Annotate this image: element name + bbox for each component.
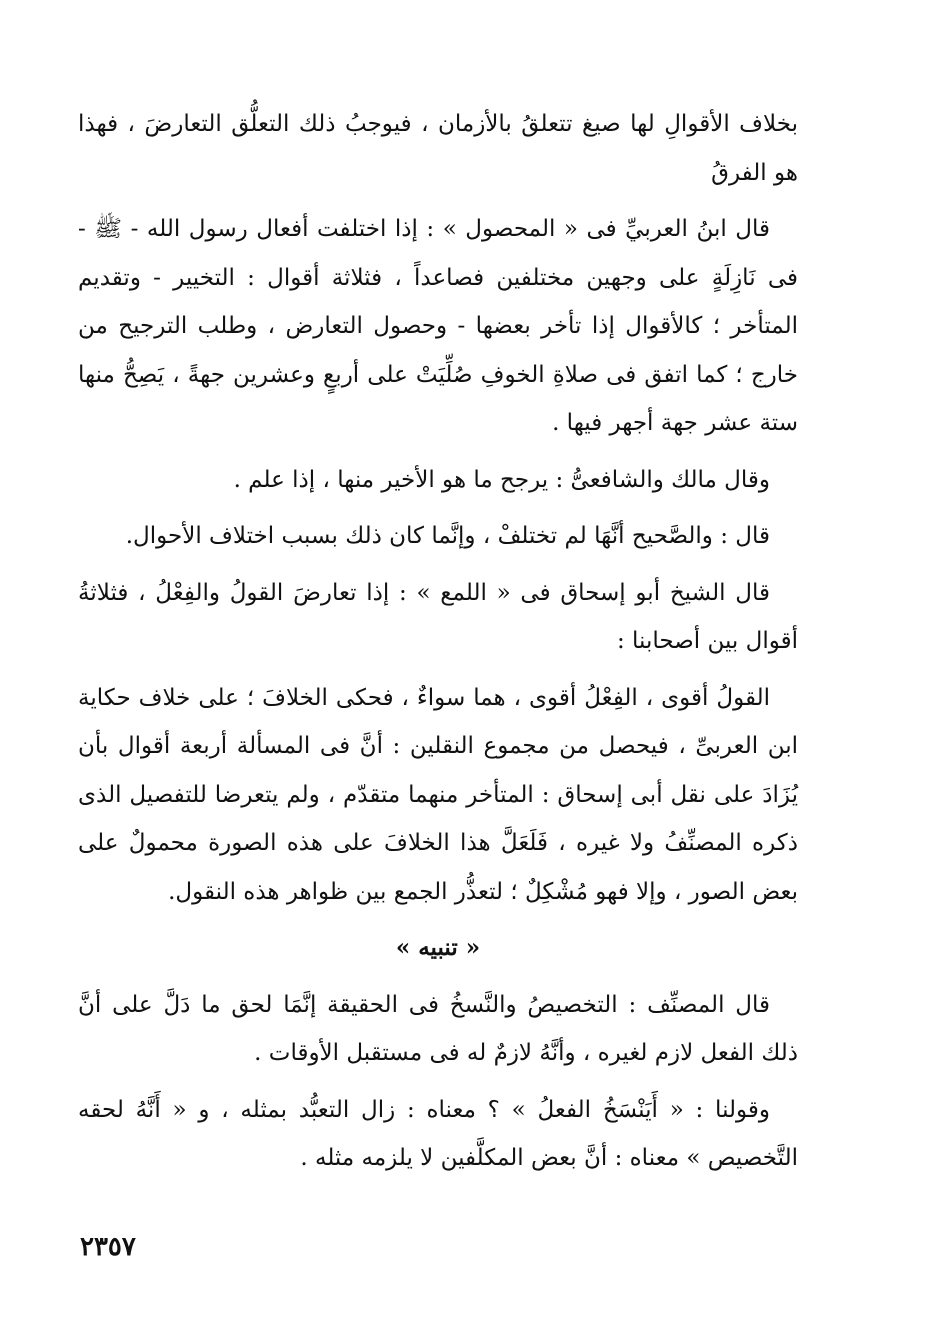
paragraph-ibn-al-arabi: قال ابنُ العربيِّ فى « المحصول » : إذا اختلفت أفعال رسول الله - ﷺ - فى نَازِلَةٍ على وجهين مختلفين فصاعداً ، فثلاثة أقوال : التخيير - وتقديم المتأخر ؛ كالأقوال إذا تأخر بعضها - وحصول التعارض ، وطلب الترجيح من خارج ؛ كما اتفق فى صلاةِ الخوفِ صُلِّيَتْ على أربعٍ وعشرين جهةً ، يَصِحُّ منها ستة عشر جهة أجهر فيها . <box>78 216 798 436</box>
paragraph-continuation: بخلاف الأقوالِ لها صيغ تتعلقُ بالأزمان ، فيوجبُ ذلك التعلُّق التعارضَ ، فهذا هو الفرقُ <box>78 111 798 186</box>
page-body-text <box>78 100 798 1191</box>
paragraph-three-opinions: القولُ أقوى ، الفِعْلُ أقوى ، هما سواءٌ ، فحكى الخلافَ ؛ على خلاف حكاية ابن العربىِّ ، فيحصل من مجموع النقلين : أنَّ فى المسألة أربعة أقوال بأن يُزَادَ على نقل أبى إسحاق : المتأخر منهما متقدّم ، ولم يتعرضا للتفصيل الذى ذكره المصنِّفُ ولا غيره ، فَلَعَلَّ هذا الخلافَ على هذه الصورة محمولٌ على بعض الصور ، وإلا فهو مُشْكِلٌ ؛ لتعذُّر الجمع بين ظواهر هذه النقول. <box>78 684 798 905</box>
paragraph-qawluna: وقولنا : « أَيَنْسَخُ الفعلُ » ؟ معناه : زال التعبُّد بمثله ، و « أَنَّهُ لحقه التَّخصيص » معناه : أنَّ بعض المكلَّفين لا يلزمه مثله . <box>78 1096 798 1171</box>
paragraph-sahih: قال : والصَّحيح أنَّهَا لم تختلفْ ، وإنَّما كان ذلك بسبب اختلاف الأحوال. <box>125 523 770 549</box>
paragraph-musannif: قال المصنِّف : التخصيصُ والنَّسخُ فى الحقيقة إنَّمَا لحق ما دَلَّ على أنَّ ذلك الفعل لازم لغيره ، وأنَّهُ لازمٌ له فى مستقبل الأوقات . <box>78 991 798 1066</box>
paragraph-malik-shafii: وقال مالك والشافعىُّ : يرجح ما هو الأخير منها ، إذا علم . <box>233 466 770 493</box>
section-heading: « تنبيه » <box>395 934 481 961</box>
paragraph-abu-ishaq: قال الشيخ أبو إسحاق فى « اللمع » : إذا تعارضَ القولُ والفِعْلُ ، فثلاثةُ أقوال بين أصحابنا : <box>78 579 798 654</box>
page-number: ٢٣٥٧ <box>80 1232 136 1262</box>
